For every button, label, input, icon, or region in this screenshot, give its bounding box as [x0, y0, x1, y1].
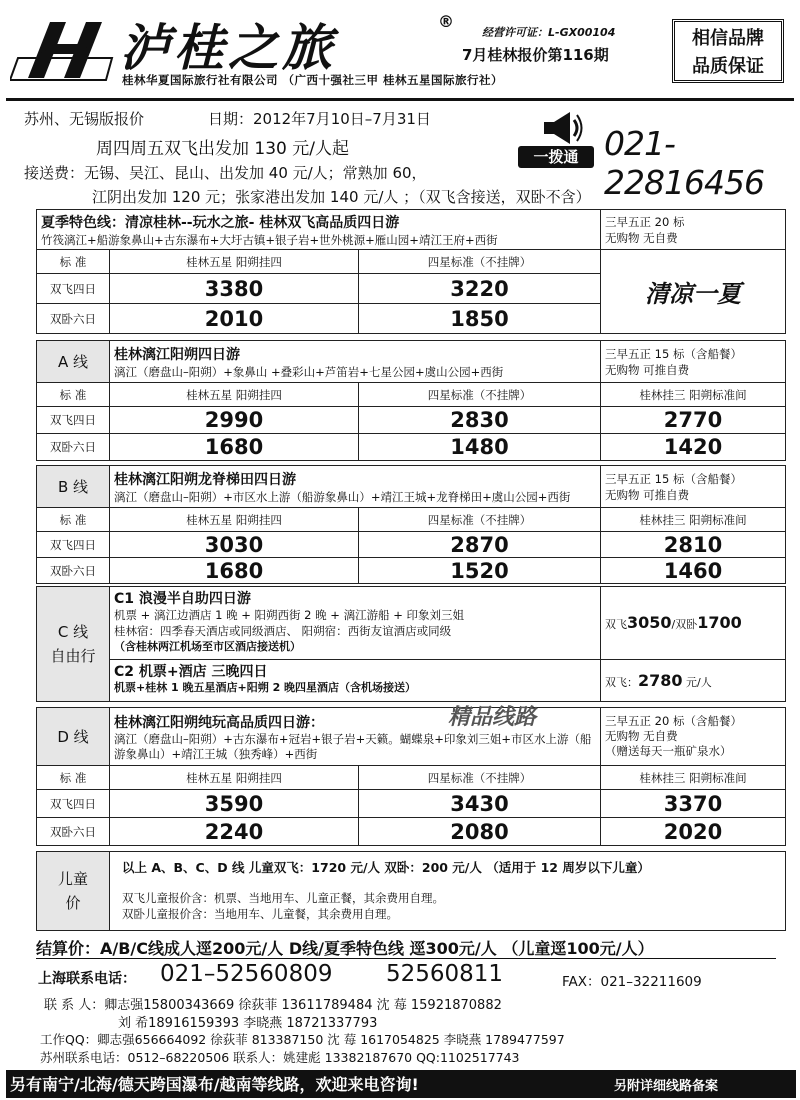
- kids-train-includes: 双卧儿童报价含：当地用车、儿童餐，其余费用自理。: [122, 907, 398, 921]
- c1-price-flight: 3050: [627, 613, 672, 633]
- summer-col-2: 四星标准（不挂牌）: [359, 250, 601, 274]
- line-b-col-standard: 标 准: [37, 508, 110, 532]
- line-d-price-1-1: 3590: [110, 790, 359, 818]
- line-a-col-2: 四星标准（不挂牌）: [359, 383, 601, 407]
- stamp-line-2: 品质保证: [692, 56, 764, 77]
- line-a-price-2-1: 1680: [110, 434, 359, 461]
- line-d-notes: [601, 708, 786, 766]
- line-c-label: C 线: [57, 623, 89, 641]
- settlement-divider: [36, 958, 776, 959]
- line-c-label-cell: [37, 587, 110, 702]
- line-a-note-1: 三早五正 15 标（含船餐）: [605, 346, 742, 361]
- summer-notes: [601, 210, 786, 250]
- c2-cell: [110, 659, 601, 701]
- line-b-col-1: 桂林五星 阳朔挂四: [110, 508, 359, 532]
- footer-note: 另附详细线路备案: [614, 1079, 719, 1094]
- line-b-price-1-3: 2810: [601, 532, 786, 558]
- line-d-price-1-3: 3370: [601, 790, 786, 818]
- line-b-price-1-1: 3030: [110, 532, 359, 558]
- summer-price-2-2: 1850: [359, 304, 601, 334]
- line-a-row-2: 双卧六日: [37, 434, 110, 461]
- megaphone-icon: [540, 110, 584, 146]
- line-a-title-cell: [110, 341, 601, 383]
- hotline-label: 一拨通: [518, 146, 594, 168]
- summer-title-cell: [37, 210, 601, 250]
- settlement-price: 结算价：A/B/C线成人逕200元/人 D线/夏季特色线 逕300元/人 （儿童逕100元/人）: [36, 939, 654, 958]
- c1-price-label-a: 双飞: [605, 618, 627, 632]
- line-b-row-1: 双飞四日: [37, 532, 110, 558]
- c1-line-3: （含桂林两江机场至市区酒店接送机）: [114, 639, 301, 653]
- summer-row-2: 双卧六日: [37, 304, 110, 334]
- line-a-col-3: 桂林挂三 阳朔标准间: [601, 383, 786, 407]
- c1-line-1: 机票 + 漓江边酒店 1 晚 + 阳朔西街 2 晚 + 漓江游船 + 印象刘三姐: [114, 607, 465, 622]
- summer-price-1-1: 3380: [110, 274, 359, 304]
- line-d-col-2: 四星标准（不挂牌）: [359, 766, 601, 790]
- summer-row-1: 双飞四日: [37, 274, 110, 304]
- stamp-line-1: 相信品牌: [692, 28, 764, 49]
- line-b-note-2: 无购物 可推自费: [605, 487, 690, 502]
- summer-note-2: 无购物 无自费: [605, 230, 678, 245]
- summer-line-table: [36, 209, 786, 334]
- suzhou-contact: 苏州联系电话：0512–68220506 联系人：姚建彪 13382187670 QQ:1102517743: [40, 1050, 520, 1065]
- line-d-title: 桂林漓江阳朔纯玩高品质四日游：: [114, 714, 324, 731]
- line-a-route: 漓江（磨盘山–阳朔）+象鼻山 +叠彩山+芦笛岩+七星公园+虞山公园+西街: [114, 364, 504, 379]
- line-c-table: [36, 586, 786, 702]
- logo-mark: [10, 18, 120, 82]
- kids-label: 儿童: [57, 870, 88, 888]
- line-b-price-2-3: 1460: [601, 558, 786, 584]
- summer-price-2-1: 2010: [110, 304, 359, 334]
- line-b-table: [36, 465, 786, 584]
- c1-cell: [110, 587, 601, 660]
- summer-title: 夏季特色线：清凉桂林--玩水之旅- 桂林双飞高品质四日游: [41, 214, 400, 231]
- line-a-price-2-2: 1480: [359, 434, 601, 461]
- line-a-note-2: 无购物 可推自费: [605, 362, 690, 377]
- c2-price-label: 双飞：: [605, 675, 638, 689]
- line-b-col-2: 四星标准（不挂牌）: [359, 508, 601, 532]
- line-a-price-1-1: 2990: [110, 407, 359, 434]
- date-range: 日期：2012年7月10日–7月31日: [208, 110, 431, 128]
- line-b-title: 桂林漓江阳朔龙脊梯田四日游: [114, 471, 296, 488]
- line-b-price-2-1: 1680: [110, 558, 359, 584]
- line-b-notes: [601, 466, 786, 508]
- hotline-number[interactable]: 021-22816456: [604, 124, 764, 202]
- line-a-price-2-3: 1420: [601, 434, 786, 461]
- kids-flight-includes: 双飞儿童报价含：机票、当地用车、儿童正餐，其余费用自理。: [122, 891, 444, 905]
- summer-col-1: 桂林五星 阳朔挂四: [110, 250, 359, 274]
- contacts-line-1: 联 系 人：卿志强15800343669 徐荻菲 13611789484 沈 莓 15921870882: [44, 998, 502, 1013]
- line-b-note-1: 三早五正 15 标（含船餐）: [605, 471, 742, 486]
- line-a-notes: [601, 341, 786, 383]
- line-a-row-1: 双飞四日: [37, 407, 110, 434]
- transfer-fee-line-2: 江阴出发加 120 元；张家港出发加 140 元/人 ；（双飞含接送，双卧不含）: [92, 188, 591, 206]
- summer-slogan-cell: [601, 250, 786, 334]
- line-d-label: D 线: [37, 708, 110, 766]
- line-d-note-2: 无购物 无自费: [605, 729, 678, 743]
- c1-title: C1 浪漫半自助四日游: [114, 590, 251, 607]
- kids-label-cell: [37, 852, 110, 931]
- fax-number: FAX：021–32211609: [562, 974, 702, 990]
- registered-mark: ®: [438, 12, 454, 31]
- c2-line: 机票+桂林 1 晚五星酒店+阳朔 2 晚四星酒店（含机场接送）: [114, 681, 417, 695]
- line-d-col-3: 桂林挂三 阳朔标准间: [601, 766, 786, 790]
- line-a-col-standard: 标 准: [37, 383, 110, 407]
- line-b-label: B 线: [37, 466, 110, 508]
- summer-slogan: 清凉一夏: [645, 279, 741, 308]
- line-b-title-cell: [110, 466, 601, 508]
- line-d-price-1-2: 3430: [359, 790, 601, 818]
- line-d-note-1: 三早五正 20 标（含船餐）: [605, 714, 742, 728]
- summer-route: 竹筏漓江+船游象鼻山+古东瀑布+大圩古镇+银子岩+世外桃源+雁山园+靖江王府+西街: [41, 232, 498, 247]
- line-d-table: [36, 707, 786, 846]
- c1-price-train: 1700: [697, 613, 742, 633]
- line-b-route: 漓江（磨盘山–阳朔）+市区水上游（船游象鼻山）+靖江王城+龙脊梯田+虞山公园+西街: [114, 489, 571, 504]
- work-qq: 工作QQ：卿志强656664092 徐荻菲 813387150 沈 莓 1617054825 李晓燕 1789477597: [40, 1032, 565, 1047]
- brand-name: 泸桂之旅: [120, 18, 336, 77]
- line-a-col-1: 桂林五星 阳朔挂四: [110, 383, 359, 407]
- line-d-row-1: 双飞四日: [37, 790, 110, 818]
- line-c-sublabel: 自由行: [50, 647, 96, 665]
- line-b-price-1-2: 2870: [359, 532, 601, 558]
- c1-price-cell: [601, 587, 786, 660]
- kids-info-cell: [110, 852, 786, 931]
- summer-price-1-2: 3220: [359, 274, 601, 304]
- transfer-fee-line-1: 接送费：无锡、吴江、昆山、出发加 40 元/人；常熟加 60，: [24, 164, 427, 182]
- line-b-price-2-2: 1520: [359, 558, 601, 584]
- line-d-note-3: （赠送每天一瓶矿泉水）: [605, 744, 732, 758]
- line-a-price-1-2: 2830: [359, 407, 601, 434]
- line-b-row-2: 双卧六日: [37, 558, 110, 584]
- shanghai-phone-1[interactable]: 021–52560809: [160, 961, 333, 987]
- issue-title: 7月桂林报价第116期: [462, 46, 609, 64]
- line-a-title: 桂林漓江阳朔四日游: [114, 346, 240, 363]
- line-d-col-standard: 标 准: [37, 766, 110, 790]
- weekday-surcharge: 周四周五双飞出发加 130 元/人起: [96, 139, 349, 159]
- line-d-row-2: 双卧六日: [37, 818, 110, 846]
- c2-price-cell: [601, 659, 786, 701]
- c2-price: 2780: [638, 670, 683, 690]
- line-d-price-2-1: 2240: [110, 818, 359, 846]
- line-a-label: A 线: [37, 341, 110, 383]
- line-a-price-1-3: 2770: [601, 407, 786, 434]
- summer-note-1: 三早五正 20 标: [605, 214, 685, 229]
- kids-price-line: 以上 A、B、C、D 线 儿童双飞：1720 元/人 双卧：200 元/人 （适用于 12 周岁以下儿童）: [122, 860, 650, 875]
- line-a-table: [36, 340, 786, 461]
- line-b-col-3: 桂林挂三 阳朔标准间: [601, 508, 786, 532]
- shanghai-phone-2[interactable]: 52560811: [386, 961, 504, 987]
- shanghai-phone-label: 上海联系电话：: [38, 971, 136, 987]
- footer-more-routes: 另有南宁/北海/德天跨国瀑布/越南等线路，欢迎来电咨询!: [10, 1075, 419, 1094]
- brand-stamp: [672, 19, 784, 83]
- c2-title: C2 机票+酒店 三晚四日: [114, 664, 268, 681]
- c1-line-2: 桂林宿：四季春天酒店或同级酒店、 阳朔宿：西街友谊酒店或同级: [114, 623, 452, 638]
- kids-sublabel: 价: [65, 894, 81, 912]
- c2-price-unit: 元/人: [682, 675, 712, 689]
- line-d-overlay: 精品线路: [448, 704, 537, 730]
- company-name: 桂林华夏国际旅行社有限公司 （广西十强社三甲 桂林五星国际旅行社）: [122, 73, 504, 87]
- edition-label: 苏州、无锡版报价: [24, 110, 145, 128]
- kids-table: [36, 851, 786, 931]
- line-d-col-1: 桂林五星 阳朔挂四: [110, 766, 359, 790]
- line-d-route: 漓江（磨盘山–阳朔）+古东瀑布+冠岩+银子岩+天籁。蝴蝶泉+印象刘三姐+市区水上游（船游象鼻山）+靖江王城（独秀峰）+西街: [114, 731, 592, 761]
- header-divider: [6, 98, 794, 101]
- license-number: 经营许可证：L-GX00104: [482, 26, 616, 39]
- c1-price-label-c: /双卧: [671, 618, 698, 632]
- line-d-price-2-3: 2020: [601, 818, 786, 846]
- line-d-price-2-2: 2080: [359, 818, 601, 846]
- contacts-line-2: 刘 希18916159393 李晓燕 18721337793: [118, 1016, 378, 1031]
- summer-col-standard: 标 准: [37, 250, 110, 274]
